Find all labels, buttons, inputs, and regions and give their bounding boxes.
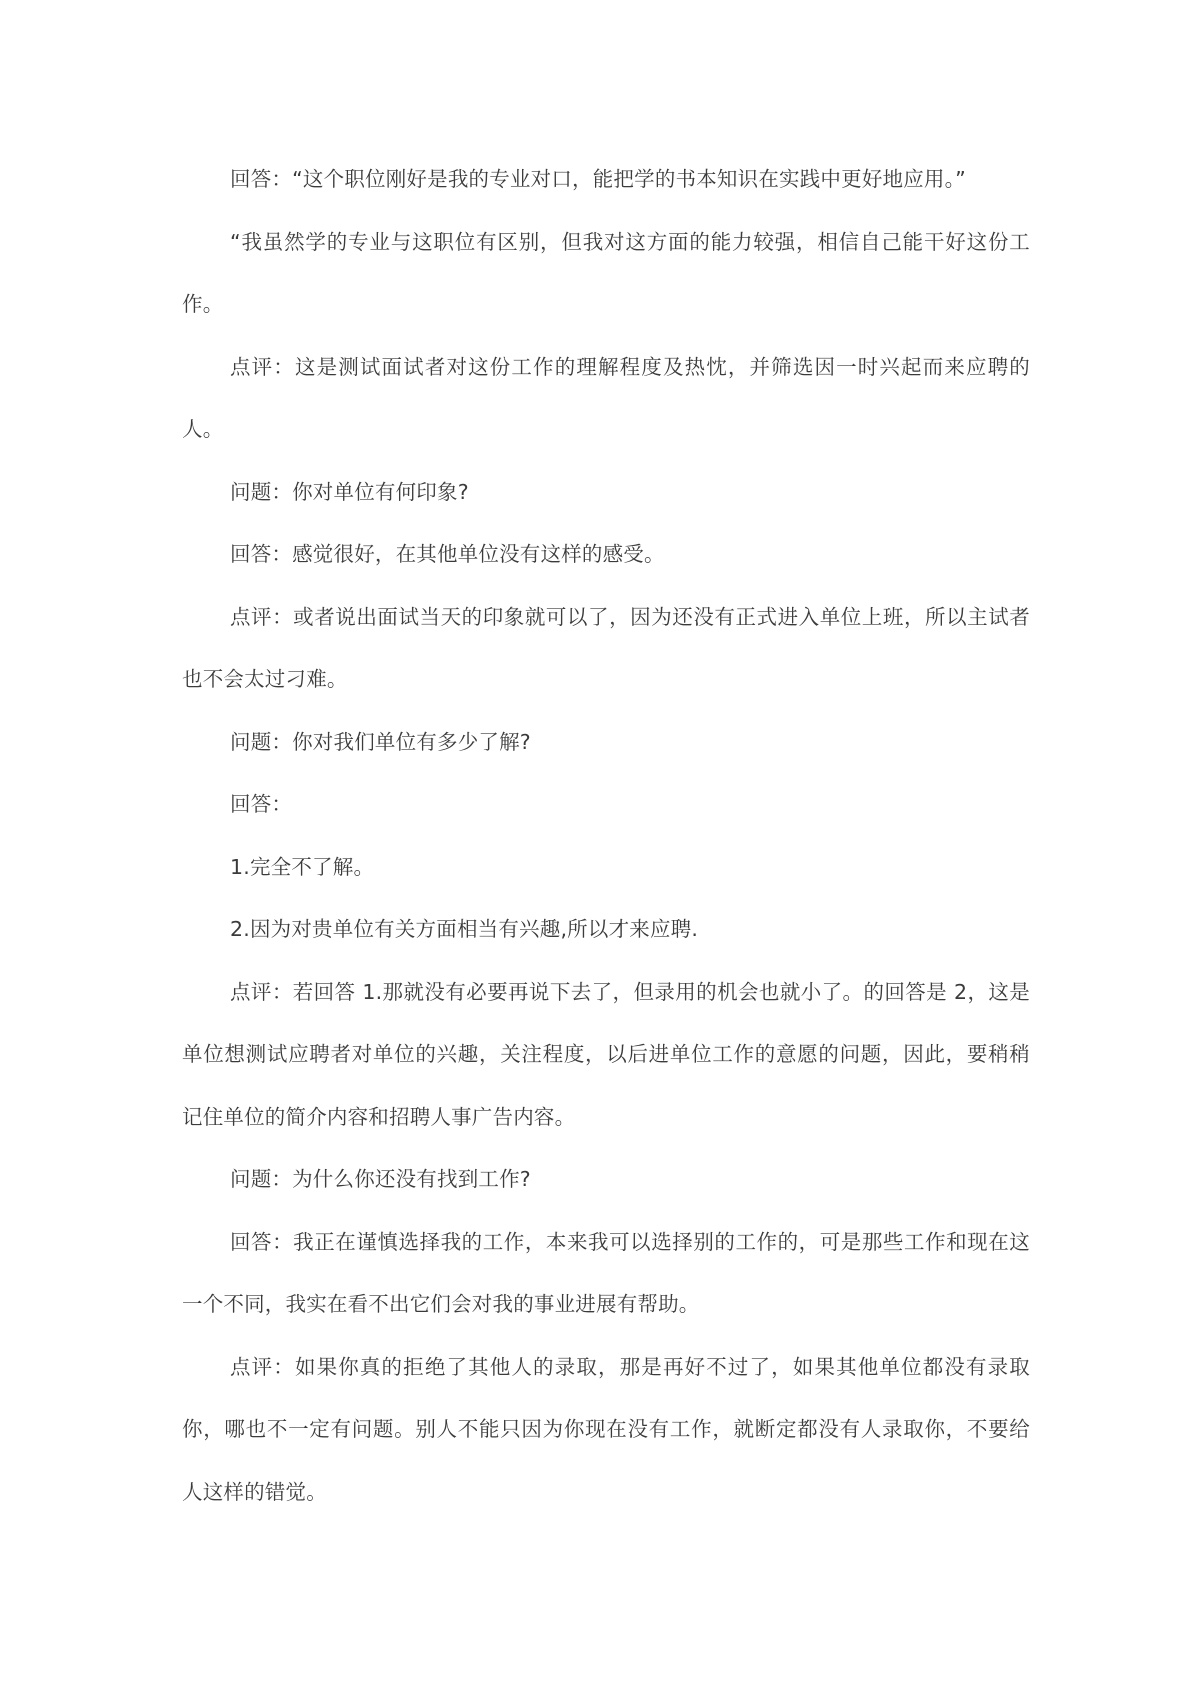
paragraph-answer-1: 回答：“这个职位刚好是我的专业对口，能把学的书本知识在实践中更好地应用。” [230, 167, 966, 191]
paragraph-answer-4: 回答：我正在谨慎选择我的工作，本来我可以选择别的工作的，可是那些工作和现在这一个不同，我实在看不出它们会对我的事业进展有帮助。 [182, 1229, 1030, 1316]
paragraph-comment-3: 点评：若回答 1.那就没有必要再说下去了，但录用的机会也就小了。的回答是 2，这是单位想测试应聘者对单位的兴趣，关注程度，以后进单位工作的意愿的问题，因此，要稍稍记住单位的简介内容和招聘人事广告内容。 [182, 979, 1030, 1129]
paragraph-question-3: 问题：你对我们单位有多少了解? [230, 729, 531, 754]
paragraph-comment-1: 点评：这是测试面试者对这份工作的理解程度及热忱，并筛选因一时兴起而来应聘的人。 [182, 354, 1030, 441]
document-body [182, 148, 1030, 1523]
paragraph-answer-3-option-2: 2.因为对贵单位有关方面相当有兴趣,所以才来应聘. [230, 917, 699, 941]
paragraph-comment-4: 点评：如果你真的拒绝了其他人的录取，那是再好不过了，如果其他单位都没有录取你，哪也不一定有问题。别人不能只因为你现在没有工作，就断定都没有人录取你，不要给人这样的错觉。 [182, 1354, 1030, 1504]
paragraph-comment-2: 点评：或者说出面试当天的印象就可以了，因为还没有正式进入单位上班，所以主试者也不会太过刁难。 [182, 604, 1030, 691]
paragraph-question-2: 问题：你对单位有何印象? [230, 479, 469, 504]
paragraph-answer-2: 回答：感觉很好，在其他单位没有这样的感受。 [230, 542, 665, 566]
paragraph-question-4: 问题：为什么你还没有找到工作? [230, 1167, 531, 1191]
paragraph-answer-3: 回答： [230, 792, 293, 816]
paragraph-answer-1-alt: “我虽然学的专业与这职位有区别，但我对这方面的能力较强，相信自己能干好这份工作。 [182, 229, 1030, 316]
paragraph-answer-3-option-1: 1.完全不了解。 [230, 854, 375, 879]
